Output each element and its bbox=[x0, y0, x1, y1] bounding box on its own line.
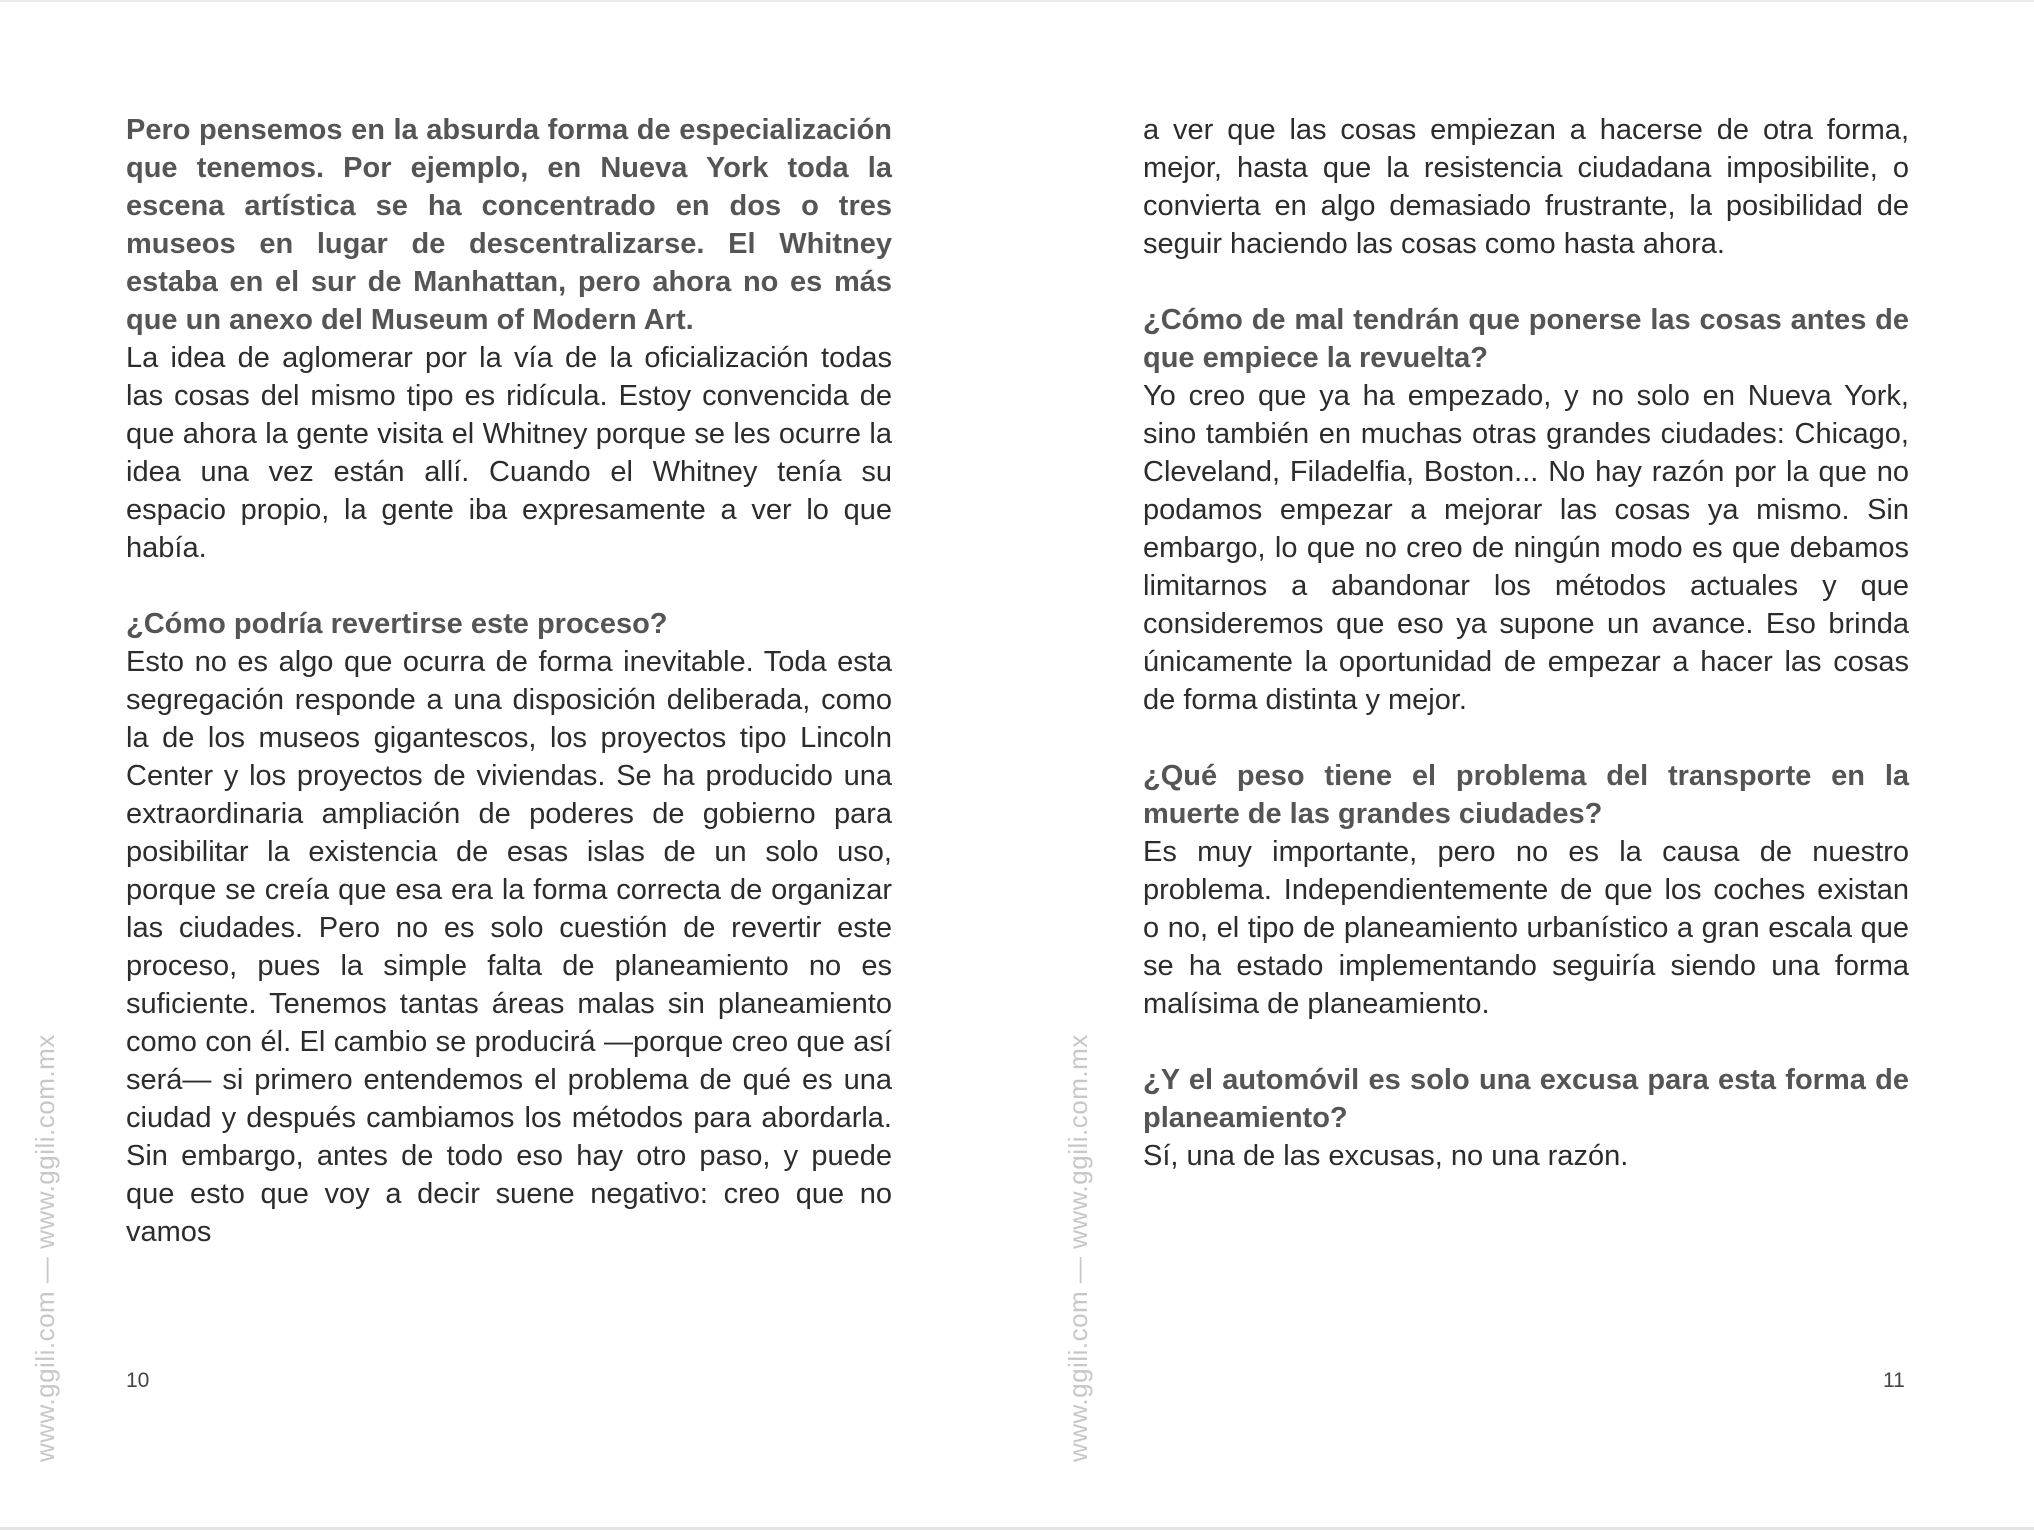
page-number: 11 bbox=[1883, 1369, 1905, 1392]
answer-paragraph: Yo creo que ya ha empezado, y no solo en Nueva York, sino también en muchas otras grandes ciudades: Chicago, Cleveland, Filadelfia, Boston... No hay razón por la que no podamos empezar a mejorar las cosas ya mismo. Sin embargo, lo que no creo de ningún modo es que debamos limitarnos a abandonar los métodos actuales y que consideremos que eso ya supone un avance. Eso brinda únicamente la oportunidad de empezar a hacer las cosas de forma distinta y mejor. bbox=[1143, 380, 1909, 716]
answer-paragraph: Esto no es algo que ocurra de forma inevitable. Toda esta segregación responde a una disposición deliberada, como la de los museos gigantescos, los proyectos tipo Lincoln Center y los proyectos de viviendas. Se ha producido una extraordinaria ampliación de poderes de gobierno para posibilitar la existencia de esas islas de un solo uso, porque se creía que esa era la forma correcta de organizar las ciudades. Pero no es solo cuestión de revertir este proceso, pues la simple falta de planeamiento no es suficiente. Tenemos tantas áreas malas sin planeamiento como con él. El cambio se producirá —porque creo que así será— si primero entendemos el problema de qué es una ciudad y después cambiamos los métodos para abordarla. Sin embargo, antes de todo eso hay otro paso, y puede que esto que voy a decir suene negativo: creo que no vamos bbox=[126, 646, 892, 1248]
question-paragraph: Pero pensemos en la absurda forma de especialización que tenemos. Por ejemplo, en Nueva York toda la escena artística se ha concentrado en dos o tres museos en lugar de descentralizarse. El Whitney estaba en el sur de Manhattan, pero ahora no es más que un anexo del Museum of Modern Art. bbox=[126, 114, 892, 336]
answer-paragraph: La idea de aglomerar por la vía de la oficialización todas las cosas del mismo tipo es ridícula. Estoy convencida de que ahora la gente visita el Whitney porque se les ocurre la idea una vez están allí. Cuando el Whitney tenía su espacio propio, la gente iba expresamente a ver lo que había. bbox=[126, 342, 892, 564]
question-paragraph: ¿Cómo podría revertirse este proceso? bbox=[126, 608, 668, 640]
paragraph-spacer bbox=[1143, 719, 1909, 757]
left-text-column bbox=[126, 111, 892, 1251]
publisher-url-vertical: www.ggili.com — www.ggili.com.mx bbox=[1063, 1034, 1093, 1462]
paragraph-spacer bbox=[126, 567, 892, 605]
answer-paragraph: a ver que las cosas empiezan a hacerse de otra forma, mejor, hasta que la resistencia ciudadana imposibilite, o convierta en algo demasiado frustrante, la posibilidad de seguir haciendo las cosas como hasta ahora. bbox=[1143, 114, 1909, 260]
right-page bbox=[1017, 0, 2034, 1530]
paragraph-spacer bbox=[1143, 1023, 1909, 1061]
question-paragraph: ¿Qué peso tiene el problema del transporte en la muerte de las grandes ciudades? bbox=[1143, 760, 1909, 830]
page-number: 10 bbox=[126, 1369, 150, 1392]
question-paragraph: ¿Cómo de mal tendrán que ponerse las cosas antes de que empiece la revuelta? bbox=[1143, 304, 1909, 374]
right-text-column bbox=[1143, 111, 1909, 1175]
publisher-url-vertical: www.ggili.com — www.ggili.com.mx bbox=[30, 1034, 60, 1462]
answer-paragraph: Es muy importante, pero no es la causa de nuestro problema. Independientemente de que los coches existan o no, el tipo de planeamiento urbanístico a gran escala que se ha estado implementando seguiría siendo una forma malísima de planeamiento. bbox=[1143, 836, 1909, 1020]
question-paragraph: ¿Y el automóvil es solo una excusa para esta forma de planeamiento? bbox=[1143, 1064, 1909, 1134]
answer-paragraph: Sí, una de las excusas, no una razón. bbox=[1143, 1140, 1629, 1172]
paragraph-spacer bbox=[1143, 263, 1909, 301]
